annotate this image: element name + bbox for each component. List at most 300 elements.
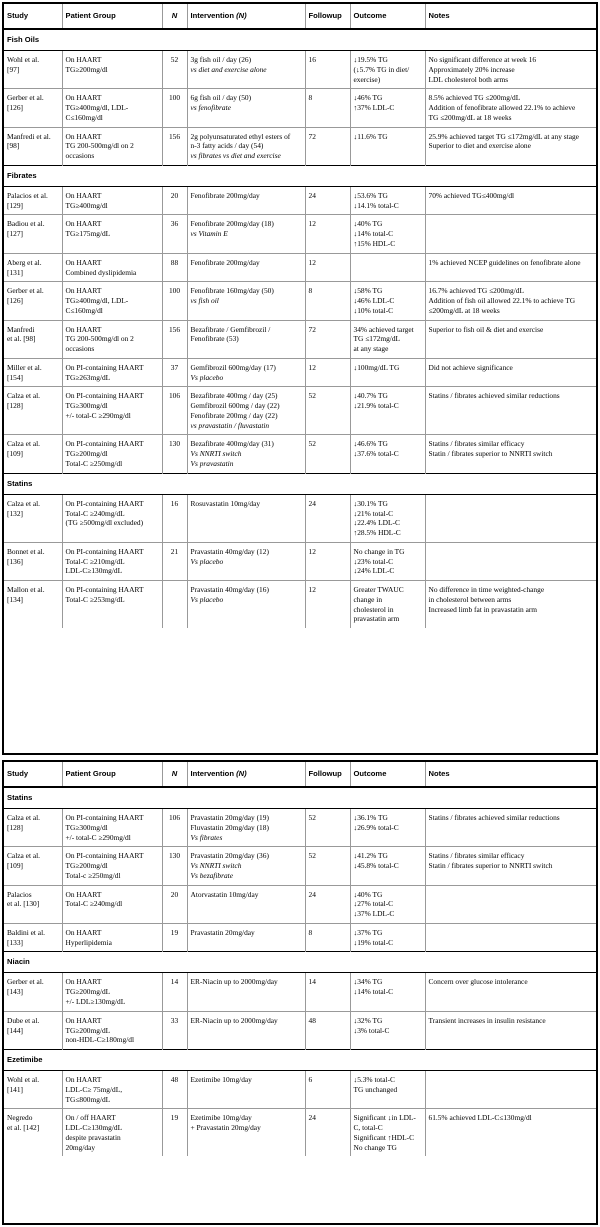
cell-line: ↓11.6% TG — [353, 131, 388, 141]
table-row — [4, 89, 596, 127]
cell-line: TG≥300mg/dl — [65, 822, 108, 832]
cell-patient-group — [62, 215, 162, 253]
cell-followup: 12 — [305, 215, 350, 253]
cell-line: Pravastatin 20mg/day (36) — [190, 851, 269, 861]
cell-n: 106 — [162, 809, 187, 847]
cell-outcome — [350, 847, 425, 885]
cell-line: On HAART — [65, 55, 102, 65]
col-intervention-header — [187, 762, 305, 787]
cell-line: Concern over glucose intolerance — [428, 977, 528, 987]
cell-intervention — [187, 215, 305, 253]
cell-patient-group — [62, 1011, 162, 1049]
cell-study — [4, 215, 62, 253]
cell-intervention — [187, 809, 305, 847]
col-patient-group-header: Patient Group — [62, 762, 162, 787]
cell-line: + Pravastatin 20mg/day — [190, 1123, 261, 1133]
cell-line: No significant difference at week 16 — [428, 55, 537, 65]
cell-notes — [425, 542, 596, 580]
cell-patient-group — [62, 89, 162, 127]
cell-line: TG ≤200mg/dL at 18 weeks — [428, 112, 512, 122]
cell-patient-group — [62, 847, 162, 885]
cell-line: Statin / fibrates superior to NNRTI switch — [428, 861, 553, 871]
section-heading: Niacin — [4, 952, 596, 973]
cell-notes — [425, 89, 596, 127]
cell-n: 16 — [162, 494, 187, 542]
cell-notes — [425, 282, 596, 320]
cell-line: Statins / fibrates similar efficacy — [428, 439, 525, 449]
cell-intervention — [187, 847, 305, 885]
intervention-n-label: (N) — [236, 768, 247, 778]
cell-outcome — [350, 186, 425, 215]
section-row — [4, 787, 596, 809]
cell-line: ↓3% total-C — [353, 1025, 390, 1035]
cell-intervention — [187, 1011, 305, 1049]
cell-outcome — [350, 542, 425, 580]
cell-line: Calza et al. — [7, 391, 41, 401]
cell-followup: 52 — [305, 809, 350, 847]
cell-line: Palacios — [7, 889, 32, 899]
cell-n: 52 — [162, 51, 187, 89]
cell-outcome — [350, 282, 425, 320]
cell-line: Total-C ≥240mg/dL — [65, 508, 125, 518]
cell-line: Statins / fibrates achieved similar reductions — [428, 391, 560, 401]
cell-followup: 12 — [305, 358, 350, 387]
cell-study — [4, 1109, 62, 1157]
cell-line: ↓24% LDL-C — [353, 566, 395, 576]
cell-followup: 16 — [305, 51, 350, 89]
col-study-header: Study — [4, 4, 62, 29]
cell-n: 37 — [162, 358, 187, 387]
cell-followup: 6 — [305, 1071, 350, 1109]
lipid-therapy-table-2 — [2, 760, 598, 1225]
col-outcome-header: Outcome — [350, 4, 425, 29]
cell-line: ↓40% TG — [353, 889, 383, 899]
table-row — [4, 885, 596, 923]
cell-line: Pravastatin 20mg/day — [190, 927, 255, 937]
cell-line: Mallon et al. — [7, 585, 45, 595]
cell-line: 8.5% achieved TG ≤200mg/dL — [428, 93, 521, 103]
cell-line: TG≥263mg/dL — [65, 372, 111, 382]
cell-intervention — [187, 51, 305, 89]
cell-line: [128] — [7, 401, 24, 411]
cell-study — [4, 358, 62, 387]
cell-line: ↓40.7% TG — [353, 391, 388, 401]
cell-line: ↓10% total-C — [353, 305, 394, 315]
cell-followup: 52 — [305, 847, 350, 885]
cell-outcome — [350, 387, 425, 435]
cell-notes — [425, 51, 596, 89]
cell-line: Fenofibrate 200mg / day (22) — [190, 410, 278, 420]
cell-line: ↓100mg/dL TG — [353, 362, 400, 372]
cell-notes — [425, 215, 596, 253]
cell-study — [4, 253, 62, 282]
col-study-header: Study — [4, 762, 62, 787]
cell-study — [4, 51, 62, 89]
cell-line: [126] — [7, 296, 24, 306]
cell-line: Vs bezafibrate — [190, 870, 233, 880]
cell-intervention — [187, 1109, 305, 1157]
cell-line: Increased limb fat in pravastatin arm — [428, 604, 538, 614]
cell-line: Pravastatin 40mg/day (16) — [190, 585, 269, 595]
cell-line: On PI-containing HAART — [65, 498, 144, 508]
cell-notes — [425, 127, 596, 165]
cell-line: ↓14% total-C — [353, 229, 394, 239]
cell-n: 21 — [162, 542, 187, 580]
cell-notes — [425, 494, 596, 542]
cell-line: Transient increases in insulin resistance — [428, 1015, 546, 1025]
table-row — [4, 809, 596, 847]
section-heading: Statins — [4, 473, 596, 494]
cell-line: ↓21.9% total-C — [353, 401, 399, 411]
cell-notes — [425, 435, 596, 473]
cell-line: Superior to diet and exercise alone — [428, 141, 531, 151]
intervention-label: Intervention — [190, 768, 234, 778]
cell-line: TG 200-500mg/dl on 2 — [65, 141, 134, 151]
cell-study — [4, 127, 62, 165]
cell-patient-group — [62, 435, 162, 473]
cell-line: Vs placebo — [190, 372, 224, 382]
col-notes-header: Notes — [425, 4, 596, 29]
cell-line: On PI-containing HAART — [65, 391, 144, 401]
cell-intervention — [187, 581, 305, 629]
cell-line: Vs NNRTI switch — [190, 449, 242, 459]
cell-patient-group — [62, 387, 162, 435]
col-patient-group-header: Patient Group — [62, 4, 162, 29]
col-outcome-header: Outcome — [350, 762, 425, 787]
cell-n: 100 — [162, 89, 187, 127]
cell-line: ↓19% total-C — [353, 937, 394, 947]
table-row — [4, 320, 596, 358]
cell-notes — [425, 253, 596, 282]
col-followup-header: Followup — [305, 762, 350, 787]
cell-n: 19 — [162, 1109, 187, 1157]
cell-notes — [425, 923, 596, 952]
cell-line: ↓41.2% TG — [353, 851, 388, 861]
cell-line: Fenofibrate (53) — [190, 334, 239, 344]
cell-outcome — [350, 1071, 425, 1109]
cell-line: TG ≤172mg/dL — [353, 334, 401, 344]
cell-line: Statins / fibrates similar efficacy — [428, 851, 525, 861]
cell-intervention — [187, 253, 305, 282]
cell-line: 70% achieved TG≤400mg/dl — [428, 190, 515, 200]
cell-patient-group — [62, 494, 162, 542]
section-row — [4, 29, 596, 51]
col-notes-header: Notes — [425, 762, 596, 787]
cell-outcome — [350, 1011, 425, 1049]
cell-followup: 12 — [305, 542, 350, 580]
cell-notes — [425, 847, 596, 885]
cell-intervention — [187, 320, 305, 358]
cell-line: 1% achieved NCEP guidelines on fenofibrate alone — [428, 257, 581, 267]
table-2-body — [4, 787, 596, 1156]
cell-line: +/- LDL≥130mg/dL — [65, 996, 126, 1006]
cell-line: Bezafibrate / Gemfibrozil / — [190, 324, 271, 334]
cell-line: On PI-containing HAART — [65, 851, 144, 861]
cell-line: Vs placebo — [190, 594, 224, 604]
cell-notes — [425, 1011, 596, 1049]
cell-line: TG≥175mg/dL — [65, 229, 111, 239]
cell-line: ↓30.1% TG — [353, 498, 388, 508]
cell-line: Baldini et al. — [7, 927, 45, 937]
cell-line: TG≥200mg/dL — [65, 987, 111, 997]
table-row — [4, 127, 596, 165]
cell-line: Gerber et al. — [7, 93, 44, 103]
cell-line: LDL cholesterol both arms — [428, 74, 509, 84]
table-row — [4, 494, 596, 542]
cell-line: Fenofibrate 200mg/day — [190, 190, 260, 200]
cell-line: No difference in time weighted-change — [428, 585, 545, 595]
cell-study — [4, 435, 62, 473]
cell-line: ↓46% TG — [353, 93, 383, 103]
cell-line: non-HDL-C≥180mg/dl — [65, 1035, 135, 1045]
cell-study — [4, 809, 62, 847]
cell-intervention — [187, 1071, 305, 1109]
cell-line: [141] — [7, 1084, 24, 1094]
cell-line: [109] — [7, 449, 24, 459]
cell-line: TG unchanged — [353, 1084, 398, 1094]
cell-intervention — [187, 494, 305, 542]
cell-line: On HAART — [65, 286, 102, 296]
cell-line: Greater TWAUC — [353, 585, 404, 595]
cell-line: Manfredi et al. — [7, 131, 51, 141]
table-row — [4, 973, 596, 1011]
cell-line: On HAART — [65, 219, 102, 229]
cell-line: Statins / fibrates achieved similar reductions — [428, 813, 560, 823]
cell-line: Rosuvastatin 10mg/day — [190, 498, 261, 508]
col-followup-header: Followup — [305, 4, 350, 29]
cell-line: ↓27% total-C — [353, 899, 394, 909]
cell-line: Total-c ≥250mg/dl — [65, 870, 121, 880]
cell-notes — [425, 1109, 596, 1157]
cell-followup: 52 — [305, 435, 350, 473]
cell-line: change in — [353, 594, 383, 604]
cell-line: C≤160mg/dl — [65, 112, 103, 122]
cell-n: 20 — [162, 885, 187, 923]
cell-line: ↓21% total-C — [353, 508, 394, 518]
cell-patient-group — [62, 253, 162, 282]
cell-line: ↓23% total-C — [353, 556, 394, 566]
cell-study — [4, 282, 62, 320]
cell-study — [4, 320, 62, 358]
cell-line: Atorvastatin 10mg/day — [190, 889, 259, 899]
cell-line: Pravastatin 20mg/day (19) — [190, 813, 269, 823]
cell-line: TG≤800mg/dL — [65, 1094, 111, 1104]
cell-line: despite pravastatin — [65, 1132, 121, 1142]
cell-followup: 12 — [305, 581, 350, 629]
cell-line: cholesterol in — [353, 604, 394, 614]
cell-line: [109] — [7, 861, 24, 871]
cell-line: LDL-C≥ 75mg/dL, — [65, 1084, 123, 1094]
cell-line: ER-Niacin up to 2000mg/day — [190, 1015, 278, 1025]
cell-line: [143] — [7, 987, 24, 997]
cell-line: C≤160mg/dl — [65, 305, 103, 315]
cell-line: ↓37.6% total-C — [353, 449, 399, 459]
cell-line: On PI-containing HAART — [65, 585, 144, 595]
cell-line: On HAART — [65, 190, 102, 200]
cell-patient-group — [62, 581, 162, 629]
cell-outcome — [350, 320, 425, 358]
cell-line: Did not achieve significance — [428, 362, 513, 372]
section-heading: Statins — [4, 787, 596, 809]
cell-line: +/- total-C ≥290mg/dl — [65, 832, 131, 842]
table-row — [4, 1071, 596, 1109]
cell-line: Significant ↓in LDL- — [353, 1113, 416, 1123]
cell-patient-group — [62, 51, 162, 89]
cell-patient-group — [62, 320, 162, 358]
cell-line: On / off HAART — [65, 1113, 116, 1123]
cell-notes — [425, 186, 596, 215]
cell-line: vs diet and exercise alone — [190, 64, 267, 74]
cell-line: [126] — [7, 103, 24, 113]
cell-followup: 8 — [305, 923, 350, 952]
cell-line: On HAART — [65, 1075, 102, 1085]
cell-line: Gemfibrozil 600mg / day (22) — [190, 401, 280, 411]
table-row — [4, 542, 596, 580]
cell-intervention — [187, 89, 305, 127]
cell-line: vs fish oil — [190, 296, 219, 306]
cell-line: TG 200-500mg/dl on 2 — [65, 334, 134, 344]
cell-followup: 24 — [305, 186, 350, 215]
lipid-therapy-table-1 — [2, 2, 598, 755]
cell-line: TG≥200mg/dl — [65, 449, 108, 459]
cell-notes — [425, 387, 596, 435]
cell-line: On PI-containing HAART — [65, 546, 144, 556]
cell-line: [131] — [7, 267, 24, 277]
cell-followup: 52 — [305, 387, 350, 435]
table-row — [4, 186, 596, 215]
cell-line: ↑37% LDL-C — [353, 103, 395, 113]
cell-line: ↓58% TG — [353, 286, 383, 296]
cell-n: 106 — [162, 387, 187, 435]
cell-line: Wohl et al. — [7, 55, 40, 65]
cell-line: Gerber et al. — [7, 286, 44, 296]
cell-line: Total-C ≥210mg/dL — [65, 556, 125, 566]
cell-line: [128] — [7, 822, 24, 832]
cell-line: Calza et al. — [7, 498, 41, 508]
cell-followup: 12 — [305, 253, 350, 282]
cell-line: On HAART — [65, 93, 102, 103]
cell-line: et al. [142] — [7, 1123, 40, 1133]
cell-outcome — [350, 923, 425, 952]
cell-outcome — [350, 215, 425, 253]
section-row — [4, 952, 596, 973]
cell-line: Approximately 20% increase — [428, 64, 515, 74]
cell-line: Superior to fish oil & diet and exercise — [428, 324, 544, 334]
cell-n — [162, 581, 187, 629]
header-row — [4, 4, 596, 29]
cell-patient-group — [62, 186, 162, 215]
cell-patient-group — [62, 923, 162, 952]
cell-followup: 8 — [305, 282, 350, 320]
cell-line: Ezetimibe 10mg/day — [190, 1113, 252, 1123]
cell-intervention — [187, 282, 305, 320]
cell-line: Vs NNRTI switch — [190, 861, 242, 871]
cell-line: Fenofibrate 200mg/day — [190, 257, 260, 267]
cell-line: Bezafibrate 400mg/day (31) — [190, 439, 274, 449]
cell-line: On PI-containing HAART — [65, 439, 144, 449]
cell-outcome — [350, 127, 425, 165]
cell-line: et al. [130] — [7, 899, 40, 909]
cell-line: On PI-containing HAART — [65, 813, 144, 823]
cell-intervention — [187, 435, 305, 473]
table-row — [4, 282, 596, 320]
cell-line: vs Vitamin E — [190, 229, 228, 239]
intervention-n-label: (N) — [236, 10, 247, 20]
cell-line: Total-C ≥253mg/dL — [65, 594, 125, 604]
cell-line: Badiou et al. — [7, 219, 45, 229]
cell-line: at any stage — [353, 344, 389, 354]
cell-intervention — [187, 127, 305, 165]
cell-n: 156 — [162, 320, 187, 358]
cell-line: Manfredi — [7, 324, 35, 334]
cell-line: TG≥400mg/dl — [65, 200, 108, 210]
cell-line: ↓5.3% total-C — [353, 1075, 395, 1085]
col-n-header: N — [162, 4, 187, 29]
cell-line: 25.9% achieved target TG ≤172mg/dL at any stage — [428, 131, 579, 141]
intervention-label: Intervention — [190, 10, 234, 20]
cell-line: On HAART — [65, 1015, 102, 1025]
cell-study — [4, 186, 62, 215]
cell-line: (↓5.7% TG in diet/ — [353, 64, 410, 74]
cell-line: LDL-C≥130mg/dL — [65, 566, 123, 576]
cell-notes — [425, 1071, 596, 1109]
table-row — [4, 387, 596, 435]
cell-line: On HAART — [65, 131, 102, 141]
cell-followup: 72 — [305, 320, 350, 358]
cell-line: (TG ≥500mg/dl excluded) — [65, 518, 144, 528]
cell-line: ↓14.1% total-C — [353, 200, 399, 210]
cell-outcome — [350, 51, 425, 89]
cell-patient-group — [62, 542, 162, 580]
cell-line: [97] — [7, 64, 20, 74]
cell-line: [134] — [7, 594, 24, 604]
cell-study — [4, 847, 62, 885]
cell-line: TG≥300mg/dl — [65, 401, 108, 411]
cell-line: 16.7% achieved TG ≤200mg/dL — [428, 286, 524, 296]
cell-line: LDL-C≥130mg/dL — [65, 1123, 123, 1133]
cell-outcome — [350, 358, 425, 387]
cell-intervention — [187, 885, 305, 923]
cell-line: ↓14% total-C — [353, 987, 394, 997]
table-row — [4, 847, 596, 885]
cell-n: 156 — [162, 127, 187, 165]
cell-followup: 48 — [305, 1011, 350, 1049]
section-heading: Fish Oils — [4, 29, 596, 51]
cell-followup: 14 — [305, 973, 350, 1011]
cell-line: Calza et al. — [7, 813, 41, 823]
cell-patient-group — [62, 358, 162, 387]
cell-line: Palacios et al. — [7, 190, 48, 200]
cell-line: [133] — [7, 937, 24, 947]
cell-patient-group — [62, 809, 162, 847]
cell-line: C, total-C — [353, 1123, 383, 1133]
cell-patient-group — [62, 127, 162, 165]
cell-line: [144] — [7, 1025, 24, 1035]
cell-line: On PI-containing HAART — [65, 362, 144, 372]
cell-intervention — [187, 542, 305, 580]
cell-intervention — [187, 358, 305, 387]
cell-line: Vs fibrates — [190, 832, 223, 842]
section-row — [4, 473, 596, 494]
cell-n: 130 — [162, 435, 187, 473]
cell-intervention — [187, 973, 305, 1011]
cell-outcome — [350, 581, 425, 629]
cell-line: On HAART — [65, 324, 102, 334]
cell-n: 14 — [162, 973, 187, 1011]
cell-line: [136] — [7, 556, 24, 566]
cell-outcome — [350, 435, 425, 473]
cell-study — [4, 581, 62, 629]
